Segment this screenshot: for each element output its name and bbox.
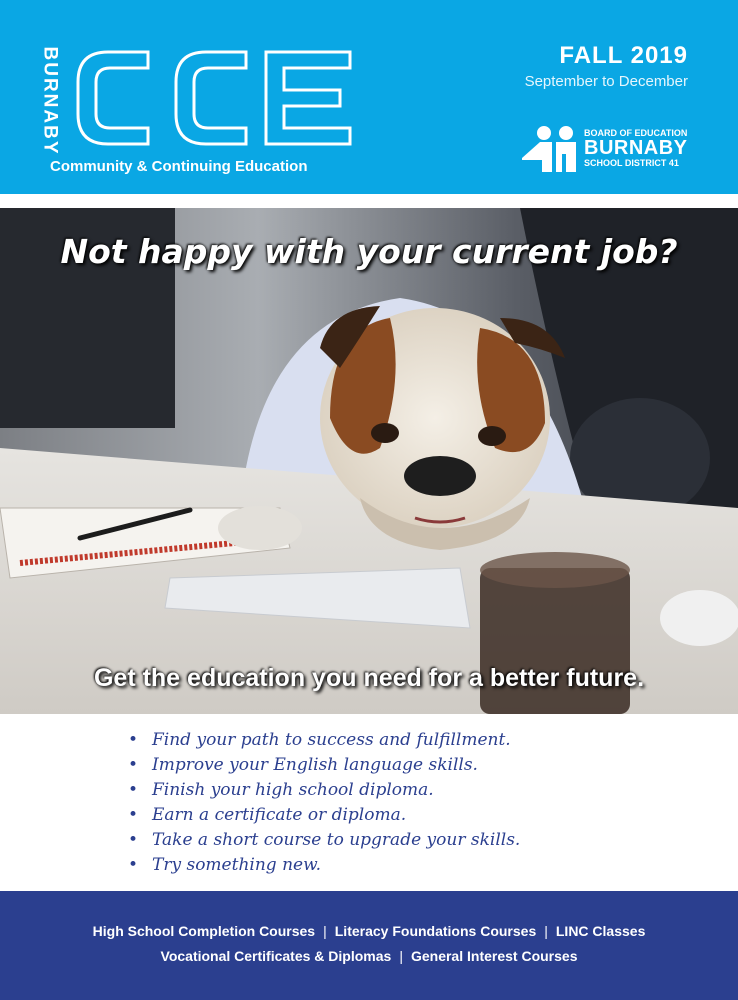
footer-item: High School Completion Courses — [92, 923, 316, 939]
season-title: FALL 2019 — [559, 42, 688, 69]
school-people-icon — [522, 124, 582, 174]
hero-headline: Not happy with your current job? — [60, 232, 678, 271]
photo-illustration — [0, 208, 738, 714]
list-item: • Earn a certificate or diploma. — [128, 803, 688, 828]
district-logo — [522, 124, 702, 178]
district-line3: SCHOOL DISTRICT 41 — [584, 158, 679, 168]
bullet-icon: • — [128, 755, 139, 775]
footer-separator: | — [399, 948, 403, 964]
list-item: • Find your path to success and fulfillment. — [128, 728, 688, 753]
footer-item: Vocational Certificates & Diplomas — [160, 948, 392, 964]
footer-separator: | — [323, 923, 327, 939]
footer-item: General Interest Courses — [410, 948, 578, 964]
list-item: • Try something new. — [128, 853, 688, 878]
benefits-list — [128, 728, 688, 878]
header-banner — [0, 0, 738, 194]
district-line1: BOARD OF EDUCATION — [584, 128, 688, 138]
bulldog-photo — [0, 208, 738, 714]
footer-item: Literacy Foundations Courses — [334, 923, 537, 939]
program-name: Community & Continuing Education — [50, 158, 308, 175]
vertical-brand: BURNABY — [39, 46, 60, 156]
list-item: • Take a short course to upgrade your skills. — [128, 828, 688, 853]
footer-line-1 — [0, 923, 738, 939]
list-item: • Finish your high school diploma. — [128, 778, 688, 803]
bullet-icon: • — [128, 830, 139, 850]
season-range: September to December — [524, 73, 688, 90]
footer-banner — [0, 891, 738, 1000]
footer-item: LINC Classes — [555, 923, 646, 939]
bullet-icon: • — [128, 805, 139, 825]
footer-line-2 — [0, 948, 738, 964]
bullet-icon: • — [128, 780, 139, 800]
footer-separator: | — [544, 923, 548, 939]
list-item: • Improve your English language skills. — [128, 753, 688, 778]
bullet-icon: • — [128, 730, 139, 750]
hero-tagline: Get the education you need for a better future. — [93, 664, 645, 692]
bullet-icon: • — [128, 855, 139, 875]
district-line2: BURNABY — [584, 137, 688, 159]
cce-logo — [68, 44, 358, 152]
